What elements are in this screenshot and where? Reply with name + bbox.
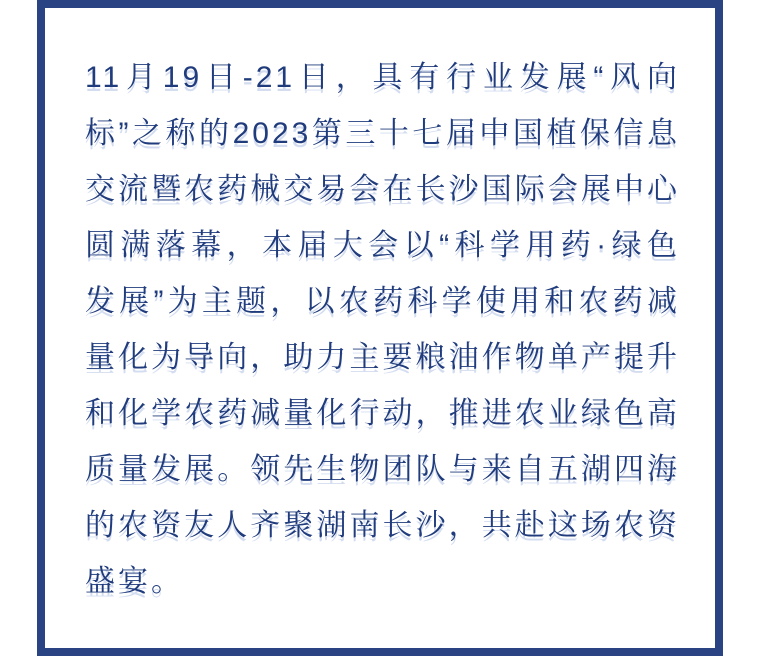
text-line: 发展”为主题，以农药科学使用和农药减 (85, 285, 680, 318)
text-line: 圆满落幕，本届大会以“科学用药·绿色 (85, 229, 680, 262)
text-line: 的农资友人齐聚湖南长沙，共赴这场农资 (85, 509, 680, 542)
text-line: 交流暨农药械交易会在长沙国际会展中心 (85, 173, 680, 206)
text-line: 盛宴。 (85, 565, 184, 598)
text-line: 量化为导向，助力主要粮油作物单产提升 (85, 341, 680, 374)
text-line: 标”之称的2023第三十七届中国植保信息 (85, 117, 680, 150)
article-text (45, 8, 715, 610)
text-line: 质量发展。领先生物团队与来自五湖四海 (85, 453, 680, 486)
text-line: 11月19日-21日，具有行业发展“风向 (85, 61, 680, 94)
text-line: 和化学农药减量化行动，推进农业绿色高 (85, 397, 680, 430)
article-frame (37, 0, 723, 656)
